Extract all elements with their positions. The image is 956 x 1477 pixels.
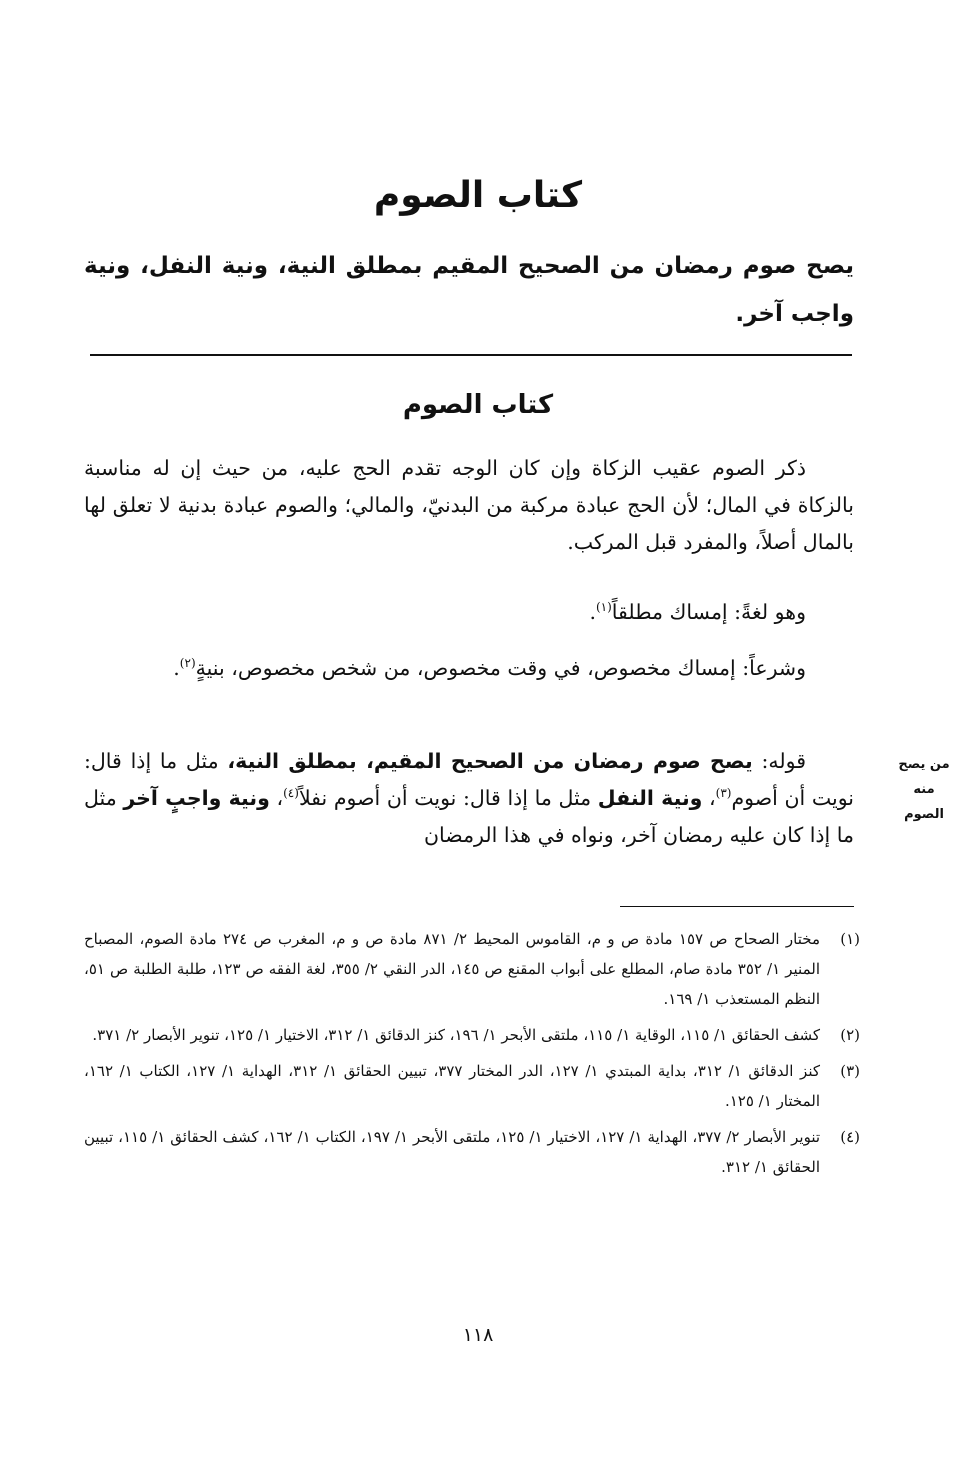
commentary-title: كتاب الصوم	[402, 390, 554, 420]
text-segment: مثل ما إذا قال: نويت أن أصوم نفلاً	[298, 786, 598, 810]
margin-note-line: الصوم	[904, 807, 944, 822]
text-segment: قوله:	[752, 749, 806, 773]
quoted-matn: يصح صوم رمضان من الصحيح المقيم، بمطلق النية،	[227, 749, 753, 773]
matn-text: يصح صوم رمضان من الصحيح المقيم بمطلق النية، ونية النفل، ونية واجب آخر.	[84, 253, 854, 327]
footnote-ref: (١)	[595, 600, 612, 615]
chapter-title: كتاب الصوم	[373, 175, 583, 216]
margin-note-line: منه	[913, 782, 935, 797]
footnote-text: مختار الصحاح ص ١٥٧ مادة ص و م، القاموس المحيط ٢/ ٨٧١ مادة ص و م، المغرب ص ٢٧٤ مادة الصوم، المصباح المنير ١/ ٣٥٢ مادة صام، المطلع على أبواب المقنع ص ١٤٥، الدر النقي ٢/ ٣٥٥، لغة الفقه ص ١٢٣، طلبة الطلبة ص ٥١، النظم المستعذب ١/ ١٦٩.	[84, 930, 820, 1008]
footnote-number: (١)	[840, 930, 860, 948]
quoted-matn: ونية واجبٍ آخر	[123, 786, 270, 810]
margin-note-line: من يصح	[898, 757, 950, 772]
footnote-ref: (٤)	[283, 786, 299, 801]
paragraph-introduction: ذكر الصوم عقيب الزكاة وإن كان الوجه تقدم الحج عليه، من حيث إن له مناسبة بالزكاة في المال؛ لأن الحج عبادة مركبة من البدنيّ، والمالي؛ والصوم عبادة بدنية لا تعلق لها بالمال أصلاً، والمفرد قبل المركب.	[84, 456, 854, 554]
footnote-separator	[620, 906, 854, 907]
footnote-ref: (٣)	[715, 786, 732, 801]
footnote-number: (٤)	[840, 1128, 860, 1146]
page-number: ١١٨	[462, 1324, 494, 1346]
text-segment: ،	[269, 786, 284, 810]
footnote-text: كنز الدقائق ١/ ٣١٢، بداية المبتدي ١/ ١٢٧، الدر المختار ٣٧٧، تبيين الحقائق ١/ ٣١٢، الهداية ١/ ١٢٧، الكتاب ١/ ١٦٢، المختار ١/ ١٢٥.	[84, 1062, 820, 1110]
margin-note	[892, 752, 956, 827]
footnote	[84, 1122, 860, 1182]
text-segment: مثل ما إذا كان عليه رمضان آخر، ونواه في هذا الرمضان	[84, 786, 854, 847]
footnote	[84, 1056, 860, 1116]
footnote-ref: (٢)	[179, 656, 196, 671]
footnote-number: (٣)	[840, 1062, 860, 1080]
footnotes	[84, 924, 860, 1188]
paragraph-legal-definition	[84, 650, 854, 687]
paragraph-commentary	[84, 743, 854, 854]
paragraph-text: وشرعاً: إمساك مخصوص، في وقت مخصوص، من شخص مخصوص، بنيةٍ	[195, 656, 806, 680]
footnote-text: تنوير الأبصار ٢/ ٣٧٧، الهداية ١/ ١٢٧، الاختيار ١/ ١٢٥، ملتقى الأبحر ١/ ١٩٧، الكتاب ١/ ١٦٢، كشف الحقائق ١/ ١١٥، تبيين الحقائق ١/ ٣١٢.	[84, 1128, 821, 1176]
footnote	[84, 924, 860, 1014]
paragraph-end: .	[173, 656, 180, 680]
paragraph-text: وهو لغةً: إمساك مطلقاً	[611, 600, 806, 624]
quoted-matn: ونية النفل	[597, 786, 703, 810]
footnote-number: (٢)	[840, 1026, 860, 1044]
footnote-text: كشف الحقائق ١/ ١١٥، الوقاية ١/ ١١٥، ملتقى الأبحر ١/ ١٩٦، كنز الدقائق ١/ ٣١٢، الاختيار ١/ ١٢٥، تنوير الأبصار ٢/ ٣٧١.	[92, 1026, 820, 1044]
text-segment: مثل ما إذا قال: نويت أن أصوم	[84, 749, 854, 810]
section-divider	[90, 354, 852, 356]
text-segment: ،	[702, 786, 716, 810]
paragraph-end: .	[589, 600, 596, 624]
footnote	[84, 1020, 860, 1050]
paragraph-linguistic-definition	[84, 594, 854, 631]
